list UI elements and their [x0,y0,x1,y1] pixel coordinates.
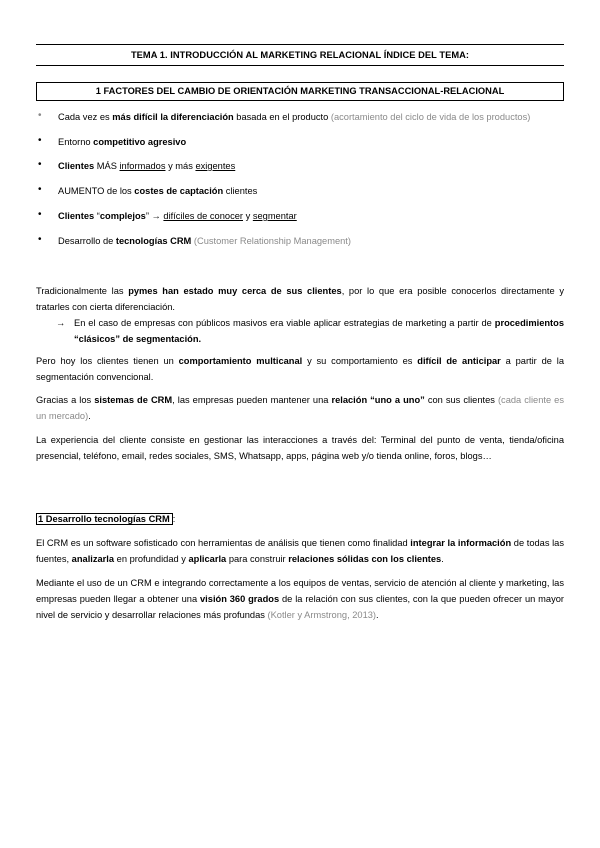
text-run: Desarrollo de [58,236,116,246]
section-1-heading: 1 FACTORES DEL CAMBIO DE ORIENTACIÓN MARKETING TRANSACCIONAL-RELACIONAL [36,82,564,101]
bullet-dot-icon: • [38,110,42,121]
text-bold: complejos [99,211,146,221]
text-run: con sus clientes [424,395,498,405]
text-bold: relación “uno a uno” [331,395,425,405]
arrow-right-icon: → [56,318,66,328]
header-bottom-rule [36,65,564,66]
text-bold: relaciones sólidas con los clientes [288,554,442,564]
list-item [36,136,564,148]
text-run: . [88,411,91,421]
text-run: Cada vez es [58,112,113,122]
text-run: y su comportamiento es [302,356,418,366]
text-bold: pymes han estado muy cerca de sus clientes [128,286,342,296]
list-item [36,235,564,247]
text-run: basada en el producto [233,112,331,122]
text-bold: visión 360 grados [200,594,280,604]
text-run: La experiencia del cliente consiste en gestionar las interacciones a través del: Terminal del punto de venta, tienda/oficina presencial, teléfono, email, redes sociales, SMS, Whatsapp, apps, página web y/o tienda online, foros, blogs… [36,435,564,461]
text-run: de todas las fuentes, [36,538,565,564]
text-run: , las empresas pueden mantener una [172,395,332,405]
paragraph-customer-experience [36,432,564,464]
text-run: . [441,554,444,564]
text-run: Pero hoy los clientes tienen un [36,356,179,366]
text-underlined: informados [119,161,166,171]
paragraph-multicanal [36,353,564,385]
list-item [36,185,564,197]
text-run: Entorno [58,137,94,147]
text-bold: aplicarla [188,554,227,564]
text-run: para construir [226,554,289,564]
text-bold: difícil de anticipar [417,356,501,366]
text-bold: competitivo agresivo [93,137,187,147]
text-run: de la relación con sus clientes, con la que pueden ofrecer un mayor nivel de servicio y desarrollar relaciones más profundas [36,594,565,620]
paragraph-crm-definition [36,535,564,567]
text-run: El CRM es un software sofisticado con herramientas de análisis que tienen como finalidad [36,538,411,548]
text-bold: más difícil la diferenciación [112,112,234,122]
sub-point-text [56,315,564,347]
text-bold: analizarla [71,554,115,564]
text-bold: tecnologías CRM [115,236,192,246]
section-2-heading-boxed: 1 Desarrollo tecnologías CRM [36,513,173,525]
bullet-dot-icon: • [38,184,42,195]
list-item [36,210,564,222]
factors-bullet-list [36,111,564,247]
text-run: clientes [223,186,258,196]
list-item [36,160,564,172]
text-run: y más [165,161,196,171]
text-grey: (Customer Relationship Management) [193,236,351,246]
page-title: TEMA 1. INTRODUCCIÓN AL MARKETING RELACIONAL ÍNDICE DEL TEMA: [130,50,470,60]
text-bold: Clientes [58,211,95,221]
text-grey: (cada cliente es un mercado) [36,395,564,421]
text-grey: (Kotler y Armstrong, 2013) [267,610,377,620]
text-run: MÁS [94,161,120,171]
text-run: AUMENTO de los [58,186,135,196]
section-2-heading [36,513,175,525]
bullet-dot-icon: • [38,159,42,170]
text-run: en profundidad y [114,554,189,564]
text-bold: procedimientos “clásicos” de segmentación. [74,318,564,344]
text-bold: costes de captación [134,186,224,196]
sub-point-segmentation [56,315,564,347]
text-run: y [243,211,253,221]
text-bold: sistemas de CRM [94,395,173,405]
list-item [36,111,564,123]
text-grey: (acortamiento del ciclo de vida de los productos) [330,112,531,122]
text-run: ” → [145,211,164,221]
text-underlined: exigentes [195,161,236,171]
text-run: . [376,610,379,620]
paragraph-crm-systems [36,392,564,424]
text-bold: comportamiento multicanal [178,356,303,366]
text-underlined: segmentar [252,211,297,221]
text-run: Gracias a los [36,395,95,405]
text-bold: Clientes [58,161,95,171]
text-run: a partir de la segmentación convencional. [36,356,564,382]
text-run: En el caso de empresas con públicos masivos era viable aplicar estrategias de marketing a partir de [74,318,495,328]
bullet-dot-icon: • [38,209,42,220]
text-run: , por lo que era posible conocerlos directamente y tratarles con cierta diferenciación. [36,286,564,312]
text-run: Mediante el uso de un CRM e integrando correctamente a los equipos de ventas, servicio de atención al cliente y marketing, las empresas pueden llegar a obtener una [36,578,564,604]
text-run: Tradicionalmente las [36,286,129,296]
header-top-rule [36,44,564,45]
paragraph-pymes [36,283,564,315]
text-run: “ [94,211,100,221]
text-run: : [172,514,176,524]
text-underlined: difíciles de conocer [163,211,243,221]
paragraph-crm-360 [36,575,564,623]
bullet-dot-icon: • [38,135,42,146]
text-bold: integrar la información [410,538,512,548]
bullet-dot-icon: • [38,234,42,245]
